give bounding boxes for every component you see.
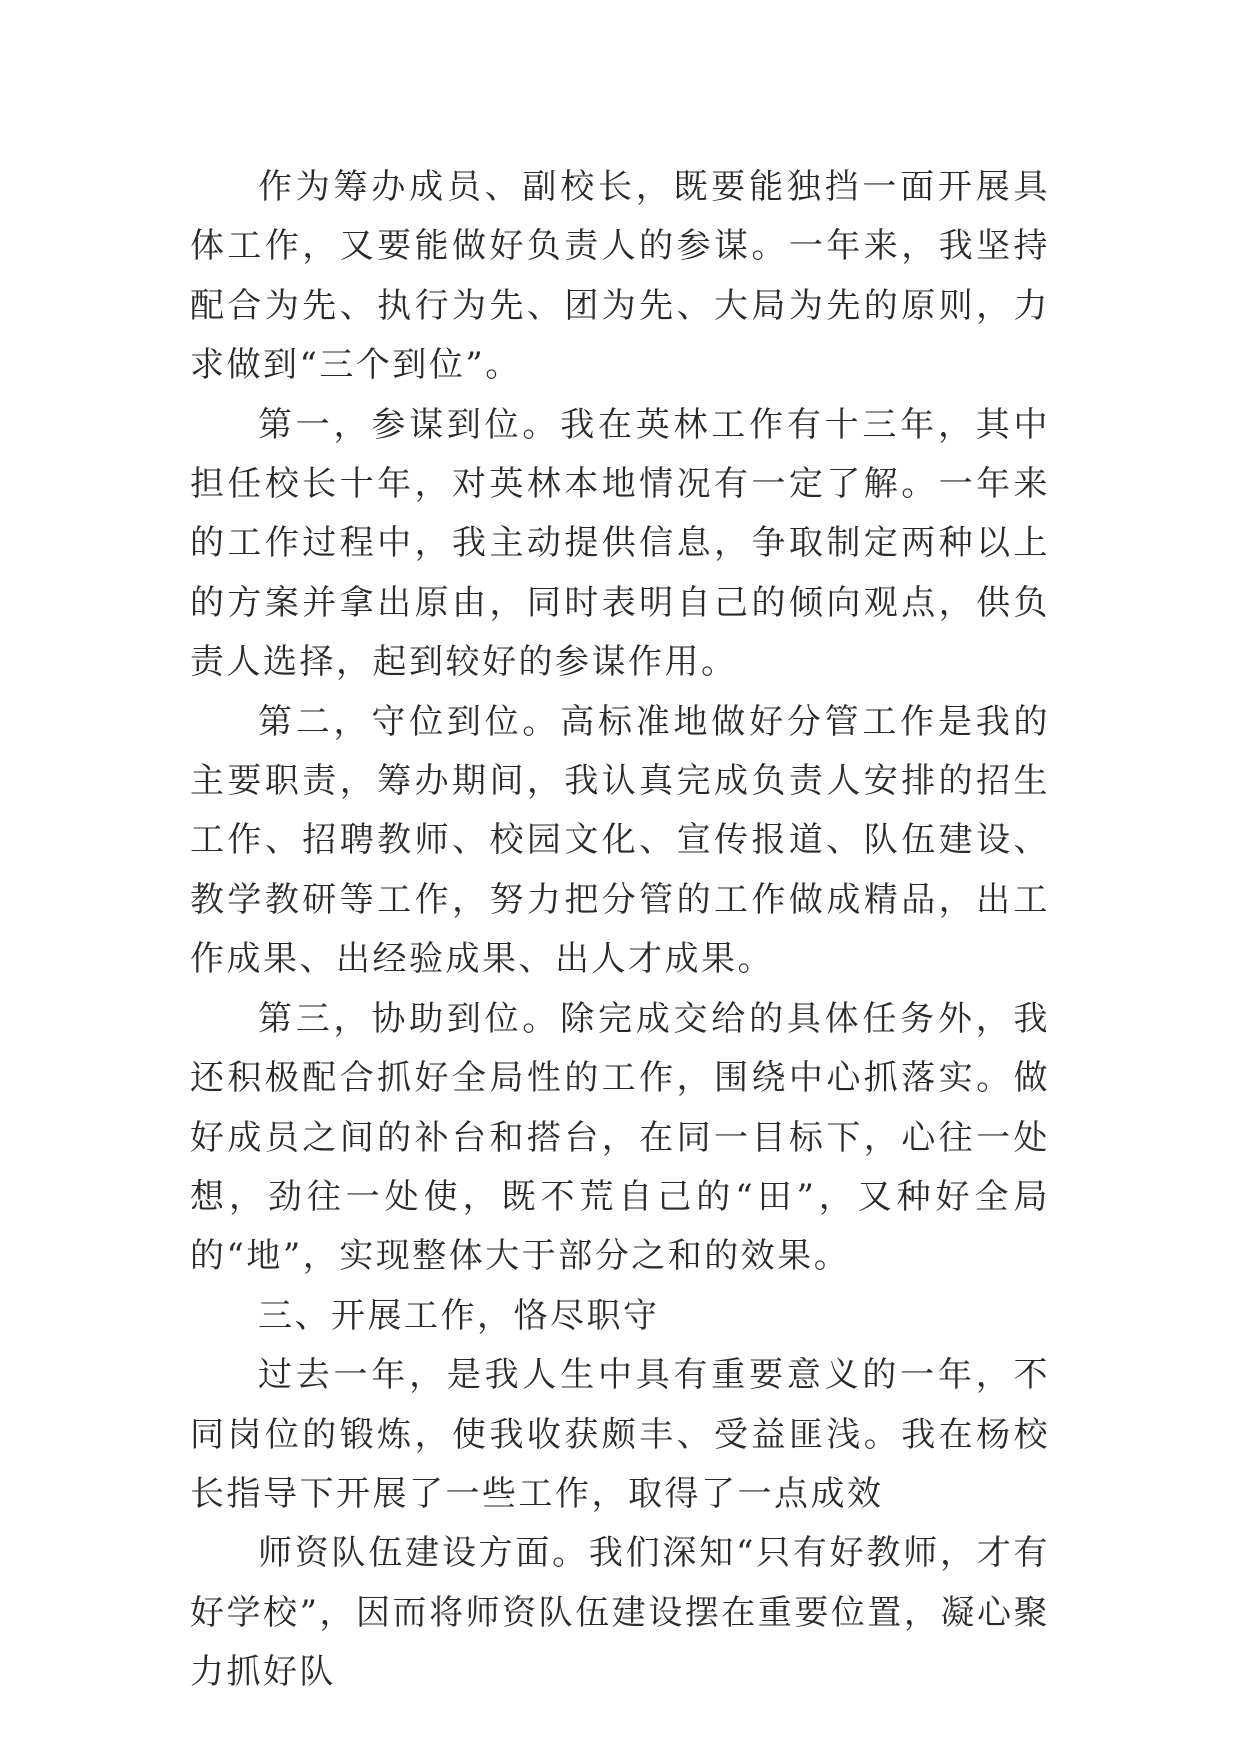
document-body xyxy=(190,158,1050,1703)
paragraph-duty: 第二，守位到位。高标准地做好分管工作是我的主要职责，筹办期间，我认真完成负责人安排的招生工作、招聘教师、校园文化、宣传报道、队伍建设、教学教研等工作，努力把分管的工作做成精品，出工作成果、出经验成果、出人才成果。 xyxy=(190,701,1050,980)
paragraph-past-year: 过去一年，是我人生中具有重要意义的一年，不同岗位的锻炼，使我收获颇丰、受益匪浅。我在杨校长指导下开展了一些工作，取得了一点成效 xyxy=(190,1355,1050,1514)
paragraph-role-intro: 作为筹办成员、副校长，既要能独挡一面开展具体工作，又要能做好负责人的参谋。一年来，我坚持配合为先、执行为先、团为先、大局为先的原则，力求做到“三个到位”。 xyxy=(190,167,1050,386)
paragraph-assist: 第三，协助到位。除完成交给的具体任务外，我还积极配合抓好全局性的工作，围绕中心抓落实。做好成员之间的补台和搭台，在同一目标下，心往一处想，劲往一处使，既不荒自己的“田”，又种好全局的“地”，实现整体大于部分之和的效果。 xyxy=(190,998,1050,1277)
section-heading: 三、开展工作，恪尽职守 xyxy=(258,1295,660,1336)
paragraph-teacher-team: 师资队伍建设方面。我们深知“只有好教师，才有好学校”，因而将师资队伍建设摆在重要位置，凝心聚力抓好队 xyxy=(190,1533,1050,1693)
paragraph-advisor: 第一，参谋到位。我在英林工作有十三年，其中担任校长十年，对英林本地情况有一定了解。一年来的工作过程中，我主动提供信息，争取制定两种以上的方案并拿出原由，同时表明自己的倾向观点，供负责人选择，起到较好的参谋作用。 xyxy=(190,404,1050,683)
